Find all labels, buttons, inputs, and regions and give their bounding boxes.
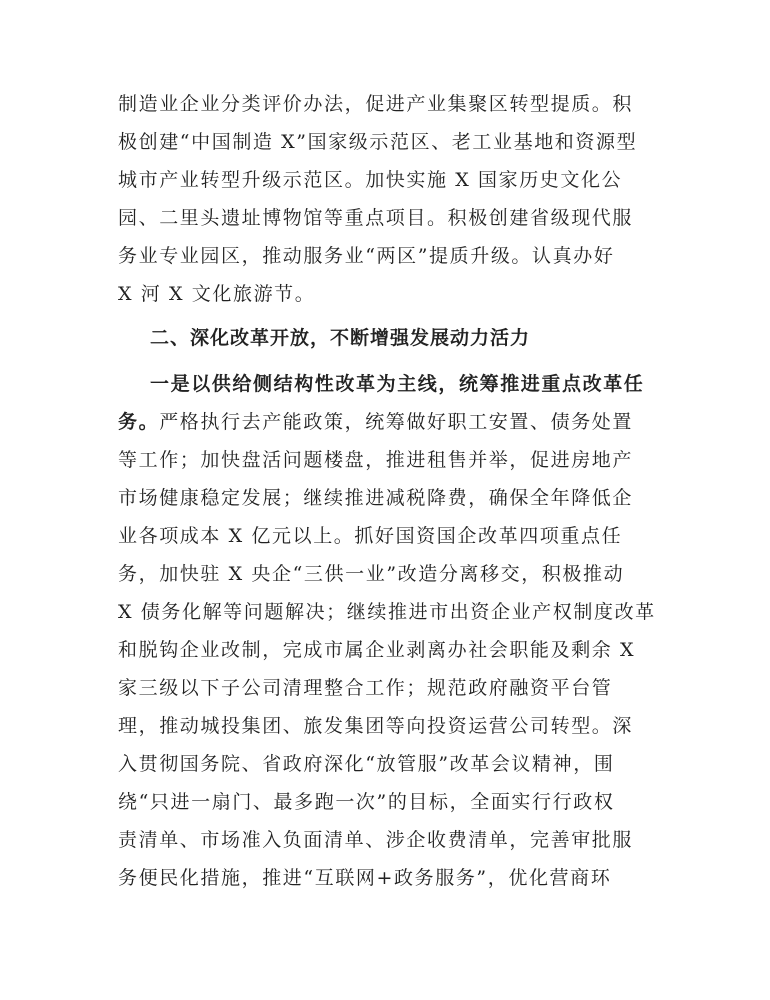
paragraph-line: 市场健康稳定发展；继续推进减税降费，确保全年降低企	[118, 487, 634, 509]
paragraph-line: 制造业企业分类评价办法，促进产业集聚区转型提质。积	[118, 93, 634, 115]
paragraph-line: 责清单、市场准入负面清单、涉企收费清单，完善审批服	[118, 829, 634, 851]
paragraph-line: 园、二里头遗址博物馆等重点项目。积极创建省级现代服	[118, 207, 634, 229]
paragraph-line: 家三级以下子公司清理整合工作；规范政府融资平台管	[118, 677, 613, 699]
paragraph-line: 务，加快驻 X 央企“三供一业”改造分离移交，积极推动	[118, 563, 625, 585]
paragraph-line: 绕“只进一扇门、最多跑一次”的目标，全面实行行政权	[118, 791, 615, 813]
paragraph-line: 城市产业转型升级示范区。加快实施 X 国家历史文化公	[118, 169, 623, 191]
paragraph-line: X 债务化解等问题解决；继续推进市出资企业产权制度改革	[118, 601, 656, 623]
paragraph-line: 务便民化措施，推进“互联网+政务服务”，优化营商环	[118, 867, 612, 889]
paragraph-line: 务业专业园区，推动服务业“两区”提质升级。认真办好	[118, 245, 615, 267]
paragraph-line: 业各项成本 X 亿元以上。抓好国资国企改革四项重点任	[118, 525, 623, 547]
paragraph-line: 理，推动城投集团、旅发集团等向投资运营公司转型。深	[118, 715, 634, 737]
paragraph-line-bold: 一是以供给侧结构性改革为主线，统筹推进重点改革任	[150, 373, 645, 395]
paragraph-line: X 河 X 文化旅游节。	[118, 283, 316, 305]
paragraph-line	[118, 410, 658, 434]
line-text: 严格执行去产能政策，统筹做好职工安置、债务处置	[159, 411, 634, 433]
section-heading: 二、深化改革开放，不断增强发展动力活力	[150, 327, 531, 349]
bold-lead: 务。	[118, 411, 160, 433]
paragraph-line: 等工作；加快盘活问题楼盘，推进租售并举，促进房地产	[118, 449, 634, 471]
paragraph-line: 和脱钩企业改制，完成市属企业剥离办社会职能及剩余 X	[118, 639, 636, 661]
paragraph-line: 极创建“中国制造 X”国家级示范区、老工业基地和资源型	[118, 131, 638, 153]
paragraph-line: 入贯彻国务院、省政府深化“放管服”改革会议精神，围	[118, 753, 615, 775]
